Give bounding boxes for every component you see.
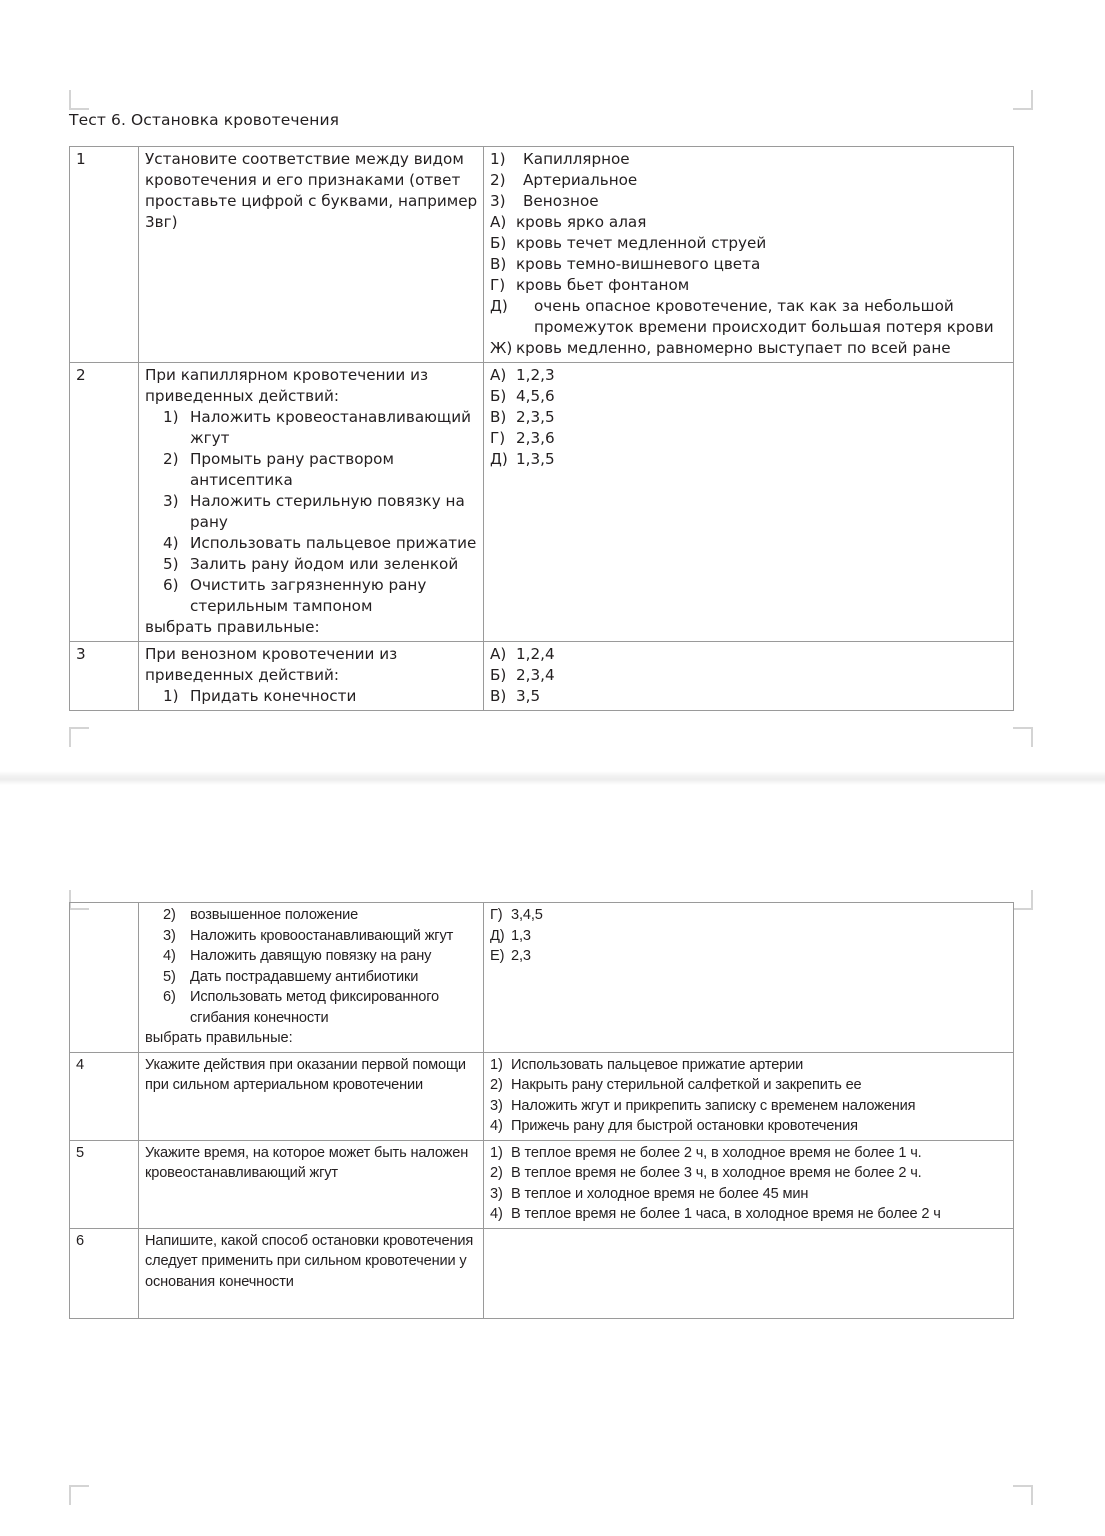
question-cell [139,1228,484,1318]
answer-blank-area[interactable] [490,1231,1008,1315]
answer-text: 1,3 [511,927,531,944]
row-number: 6 [70,1228,139,1318]
answers-cell [484,363,1014,642]
table-row [70,1052,1014,1140]
answer-marker: 2) [490,1165,503,1181]
list-item [490,1163,1008,1184]
list-item [490,407,1008,428]
answer-marker: Б) [490,387,507,405]
answer-list [490,1055,1008,1137]
answer-list-numbered [490,149,1008,212]
question-tail: выбрать правильные: [145,1030,293,1046]
answer-blank-cell[interactable] [484,1228,1014,1318]
answer-text: 2,3,5 [516,408,555,426]
list-item [490,1116,1008,1137]
answer-marker: А) [490,213,507,231]
crop-mark-top-right [1013,890,1033,910]
list-item [490,296,1008,338]
list-item [490,428,1008,449]
answers-cell [484,1052,1014,1140]
list-item [490,254,1008,275]
question-cell [139,1052,484,1140]
answer-marker: Д) [490,450,508,468]
answer-list [490,644,1008,707]
answer-marker: Е) [490,948,505,964]
answer-list-lettered-tail [490,338,1008,359]
question-cell [139,147,484,363]
table-row [70,147,1014,363]
list-item [490,233,1008,254]
list-item: Наложить стерильную повязку на рану [190,492,465,531]
answer-marker: Г) [490,429,506,447]
answer-text: кровь течет медленной струей [516,234,767,252]
question-cell [139,903,484,1053]
question-text: При капиллярном кровотечении из приведенных действий: [145,366,429,405]
answer-marker: 1) [490,1056,503,1073]
answer-list [490,365,1008,470]
answer-text: 1,2,4 [516,645,555,663]
answer-marker: В) [490,687,507,705]
crop-mark-top-left [69,90,89,110]
answer-list-lettered-long [490,296,1008,338]
answer-text: 3,4,5 [511,907,543,923]
row-number [70,903,139,1053]
answer-text: Наложить жгут и прикрепить записку с временем наложения [511,1097,916,1114]
list-item: Дать пострадавшему антибиотики [190,968,419,985]
answer-marker: 1) [490,1144,503,1161]
answer-text: 1,3,5 [516,450,555,468]
list-item [490,1075,1008,1096]
answer-marker: А) [490,645,507,663]
answer-text: Капиллярное [523,150,630,168]
question-text: Напишите, какой способ остановки кровотечения следует применить при сильном кровотечении у основания конечности [145,1232,474,1290]
answer-text: 2,3 [511,948,531,964]
answer-text: Накрыть рану стерильной салфеткой и закрепить ее [511,1077,862,1093]
list-item: Наложить кровеостанавливающий жгут [190,408,471,447]
row-number: 2 [70,363,139,642]
answer-marker: А) [490,366,507,384]
list-item: Промыть рану раствором антисептика [190,450,394,489]
answer-marker: 3) [490,192,506,210]
answer-text: кровь темно-вишневого цвета [516,255,761,273]
list-item [490,449,1008,470]
answers-cell [484,903,1014,1053]
answer-marker: Б) [490,666,507,684]
answer-marker: В) [490,408,507,426]
answer-text: В теплое время не более 2 ч, в холодное время не более 1 ч. [511,1144,922,1161]
question-sub-list [145,686,478,707]
answers-cell [484,642,1014,711]
answer-marker: 4) [490,1118,503,1134]
answer-marker: 2) [490,171,506,189]
list-item [490,946,1008,967]
list-item [490,1055,1008,1076]
table-row [70,642,1014,711]
list-item [490,686,1008,707]
answer-text: В теплое время не более 1 часа, в холодное время не более 2 ч [511,1206,941,1222]
answer-marker: В) [490,255,507,273]
list-item: Использовать метод фиксированного сгибания конечности [190,989,440,1026]
answer-list [490,905,1008,967]
question-text: Установите соответствие между видом кровотечения и его признаками (ответ проставьте цифрой с буквами, например 3вг) [145,150,478,231]
list-item [163,905,478,926]
answer-list-lettered [490,212,1008,296]
question-cell [139,363,484,642]
list-item [490,149,1008,170]
list-item: Придать конечности [190,687,357,705]
list-item [490,275,1008,296]
crop-mark-bottom-left [69,727,89,747]
answer-marker: 2) [490,1077,503,1093]
answer-marker: Г) [490,907,503,923]
answers-cell [484,1140,1014,1228]
answer-text: кровь бьет фонтаном [516,276,690,294]
crop-mark-bottom-left [69,1485,89,1505]
list-item [490,1204,1008,1225]
list-item: Наложить давящую повязку на рану [190,948,432,964]
answer-marker: 3) [490,1185,503,1202]
question-cell [139,1140,484,1228]
question-sub-list [145,905,478,1028]
crop-mark-top-right [1013,90,1033,110]
table-row [70,363,1014,642]
list-item [490,170,1008,191]
continued-text: возвышенное положение [190,907,359,923]
table-row [70,1140,1014,1228]
list-item: Залить рану йодом или зеленкой [190,555,459,573]
answer-marker: Д) [490,927,505,944]
question-tail: выбрать правильные: [145,618,320,636]
row-number: 3 [70,642,139,711]
list-item [490,1184,1008,1205]
answer-text: Использовать пальцевое прижатие артерии [511,1056,804,1073]
page-2 [0,785,1105,1536]
answer-text: В теплое и холодное время не более 45 мин [511,1185,809,1202]
answer-marker: 1) [490,150,506,168]
crop-mark-bottom-right [1013,1485,1033,1505]
row-number: 1 [70,147,139,363]
answer-text: кровь ярко алая [516,213,647,231]
list-item [490,386,1008,407]
answer-text: кровь медленно, равномерно выступает по всей ране [516,339,951,357]
questions-table-page-2 [69,902,1014,1319]
list-item: Очистить загрязненную рану стерильным тампоном [190,576,427,615]
question-text: Укажите действия при оказании первой помощи при сильном артериальном кровотечении [145,1056,466,1093]
list-item [490,926,1008,947]
row-number: 5 [70,1140,139,1228]
answer-marker: Б) [490,234,507,252]
page-title: Тест 6. Остановка кровотечения [69,111,340,129]
list-item: Использовать пальцевое прижатие [190,534,477,552]
list-item [490,905,1008,926]
answer-text: В теплое время не более 3 ч, в холодное время не более 2 ч. [511,1165,922,1181]
answer-marker: Ж) [490,339,513,357]
answer-marker: Д) [490,297,508,315]
table-row [70,1228,1014,1318]
list-item [490,365,1008,386]
answer-text: очень опасное кровотечение, так как за небольшой промежуток времени происходит большая потеря крови [534,297,994,336]
answer-list [490,1143,1008,1225]
question-text: При венозном кровотечении из приведенных действий: [145,645,398,684]
answer-text: 1,2,3 [516,366,555,384]
answer-text: 3,5 [516,687,541,705]
list-item [490,338,1008,359]
list-item [490,212,1008,233]
question-text: Укажите время, на которое может быть наложен кровеостанавливающий жгут [145,1144,469,1181]
answer-text: Артериальное [523,171,638,189]
list-item [490,644,1008,665]
list-item [490,1143,1008,1164]
answers-cell [484,147,1014,363]
answer-text: Прижечь рану для быстрой остановки кровотечения [511,1118,858,1134]
answer-marker: Г) [490,276,506,294]
row-number: 4 [70,1052,139,1140]
answer-text: Венозное [523,192,599,210]
answer-marker: 3) [490,1097,503,1114]
list-item: Наложить кровоостанавливающий жгут [190,927,454,944]
question-cell [139,642,484,711]
page-separator [0,771,1105,785]
table-row [70,903,1014,1053]
answer-text: 2,3,4 [516,666,555,684]
questions-table-page-1 [69,146,1014,711]
answer-text: 2,3,6 [516,429,555,447]
list-item [490,665,1008,686]
list-item [490,1096,1008,1117]
question-sub-list [145,407,478,617]
answer-marker: 4) [490,1206,503,1222]
list-item [490,191,1008,212]
answer-text: 4,5,6 [516,387,555,405]
crop-mark-bottom-right [1013,727,1033,747]
